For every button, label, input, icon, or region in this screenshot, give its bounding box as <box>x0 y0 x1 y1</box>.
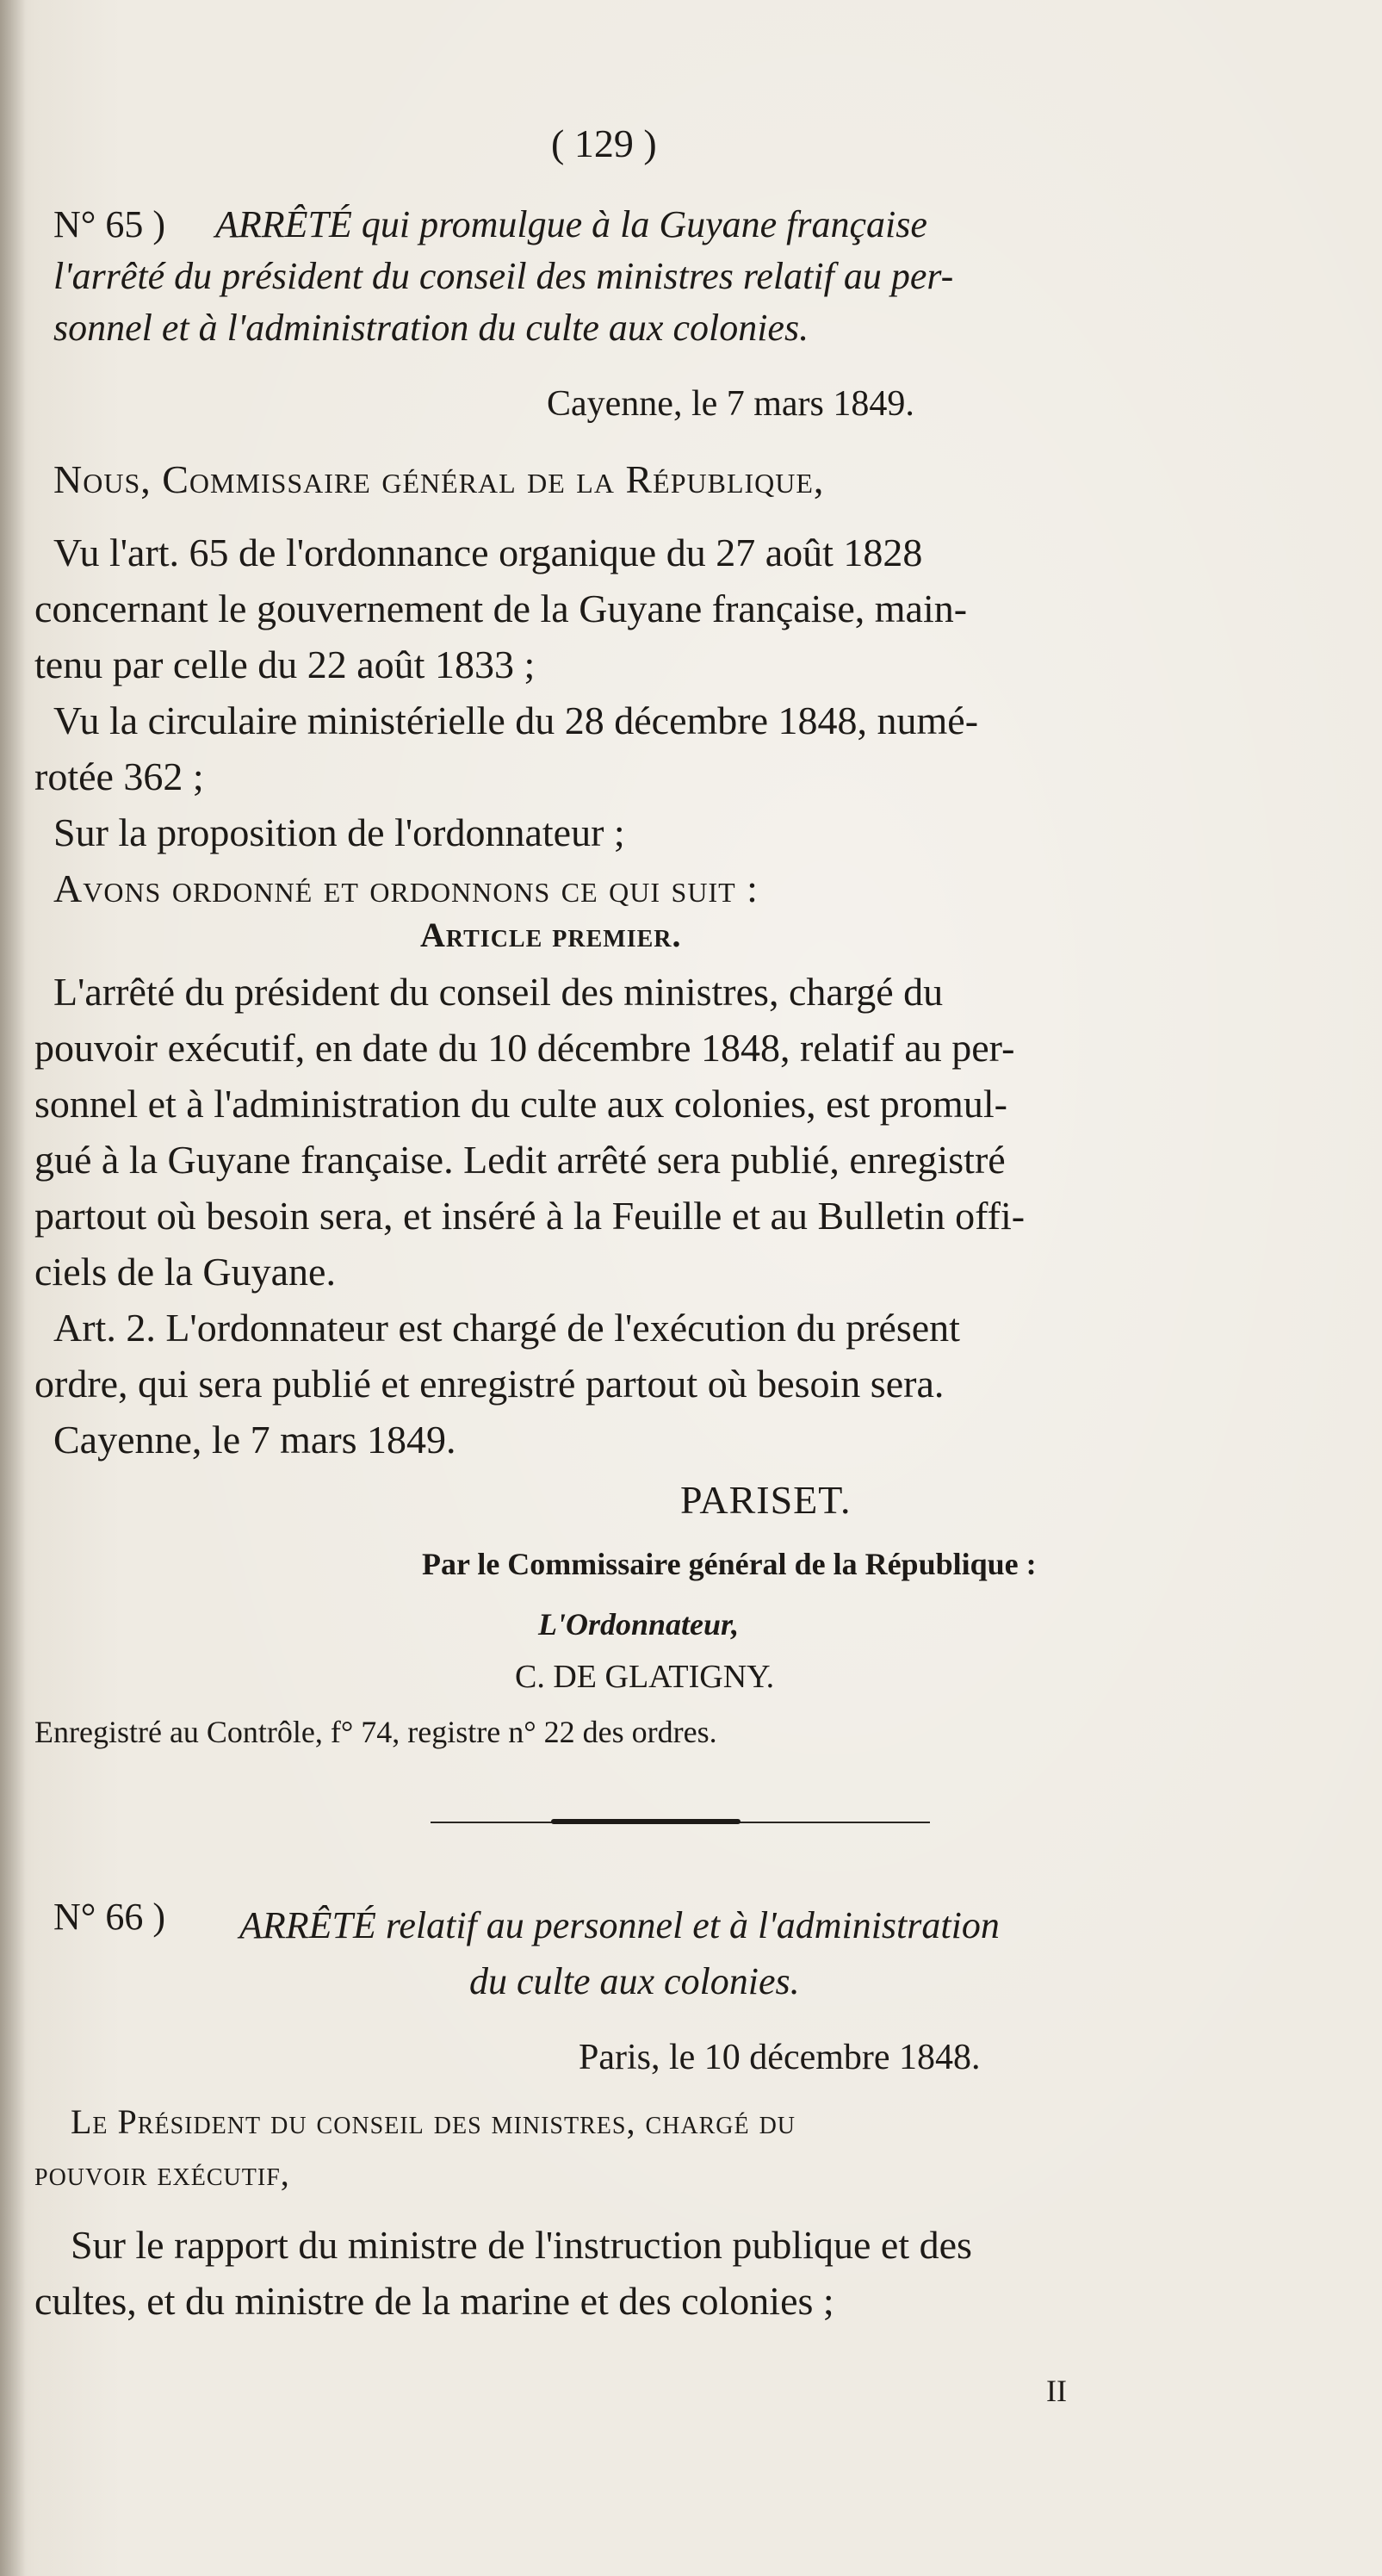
doc65-body-line-7: Avons ordonné et ordonnons ce qui suit : <box>53 866 759 910</box>
doc66-body-line-2: cultes, et du ministre de la marine et des colonies ; <box>34 2279 834 2323</box>
doc65-body-line-2: concernant le gouvernement de la Guyane française, main- <box>34 587 968 630</box>
doc65-article-line-5: partout où besoin sera, et inséré à la Feuille et au Bulletin offi- <box>34 1194 1026 1238</box>
doc65-preamble: Nous, Commissaire général de la République, <box>53 457 825 501</box>
doc65-number: N° 65 ) <box>53 203 166 245</box>
doc66-body-line-1: Sur le rapport du ministre de l'instruction publique et des <box>71 2223 972 2267</box>
doc65-article-line-9: Cayenne, le 7 mars 1849. <box>53 1418 456 1462</box>
signature-mark: II <box>1046 2374 1067 2408</box>
doc65-body-line-5: rotée 362 ; <box>34 754 204 798</box>
doc65-article-line-8: ordre, qui sera publié et enregistré partout où besoin sera. <box>34 1362 945 1406</box>
doc65-body-line-4: Vu la circulaire ministérielle du 28 décembre 1848, numé- <box>53 698 979 742</box>
doc65-title-line-1: ARRÊTÉ qui promulgue à la Guyane française <box>215 203 927 245</box>
binding-shadow <box>0 0 26 2576</box>
doc65-article-line-3: sonnel et à l'administration du culte aux colonies, est promul- <box>34 1082 1007 1126</box>
doc66-title-line-1: ARRÊTÉ relatif au personnel et à l'administration <box>239 1904 1000 1946</box>
doc65-countersign-label: Par le Commissaire général de la République : <box>422 1547 1037 1581</box>
doc65-article-line-2: pouvoir exécutif, en date du 10 décembre 1848, relatif au per- <box>34 1026 1015 1070</box>
doc65-body-line-3: tenu par celle du 22 août 1833 ; <box>34 642 536 686</box>
doc65-date: Cayenne, le 7 mars 1849. <box>547 384 914 424</box>
doc65-article-line-6: ciels de la Guyane. <box>34 1250 336 1294</box>
doc66-date: Paris, le 10 décembre 1848. <box>579 2038 981 2077</box>
doc65-countersign-name: C. DE GLATIGNY. <box>515 1659 775 1695</box>
doc65-title-line-3: sonnel et à l'administration du culte aux colonies. <box>53 307 809 349</box>
doc65-article-line-7: Art. 2. L'ordonnateur est chargé de l'exécution du présent <box>53 1306 960 1350</box>
doc66-title-line-2: du culte aux colonies. <box>469 1960 800 2002</box>
doc66-number: N° 66 ) <box>53 1896 166 1938</box>
doc65-article-heading: Article premier. <box>420 916 682 954</box>
doc65-article-line-4: gué à la Guyane française. Ledit arrêté sera publié, enregistré <box>34 1138 1006 1182</box>
doc65-signature: PARISET. <box>680 1478 852 1522</box>
doc66-preamble-line-1: Le Président du conseil des ministres, chargé du <box>71 2102 796 2141</box>
section-divider-ornament <box>551 1819 741 1824</box>
doc66-preamble-line-2: pouvoir exécutif, <box>34 2154 290 2193</box>
doc65-body-line-1: Vu l'art. 65 de l'ordonnance organique du 27 août 1828 <box>53 531 923 574</box>
doc65-article-line-1: L'arrêté du président du conseil des ministres, chargé du <box>53 970 944 1014</box>
doc65-countersign-role: L'Ordonnateur, <box>538 1607 740 1642</box>
doc65-registration: Enregistré au Contrôle, f° 74, registre n° 22 des ordres. <box>34 1715 717 1749</box>
doc65-title-line-2: l'arrêté du président du conseil des ministres relatif au per- <box>53 255 954 297</box>
page-number: ( 129 ) <box>551 121 657 165</box>
doc65-body-line-6: Sur la proposition de l'ordonnateur ; <box>53 810 625 854</box>
